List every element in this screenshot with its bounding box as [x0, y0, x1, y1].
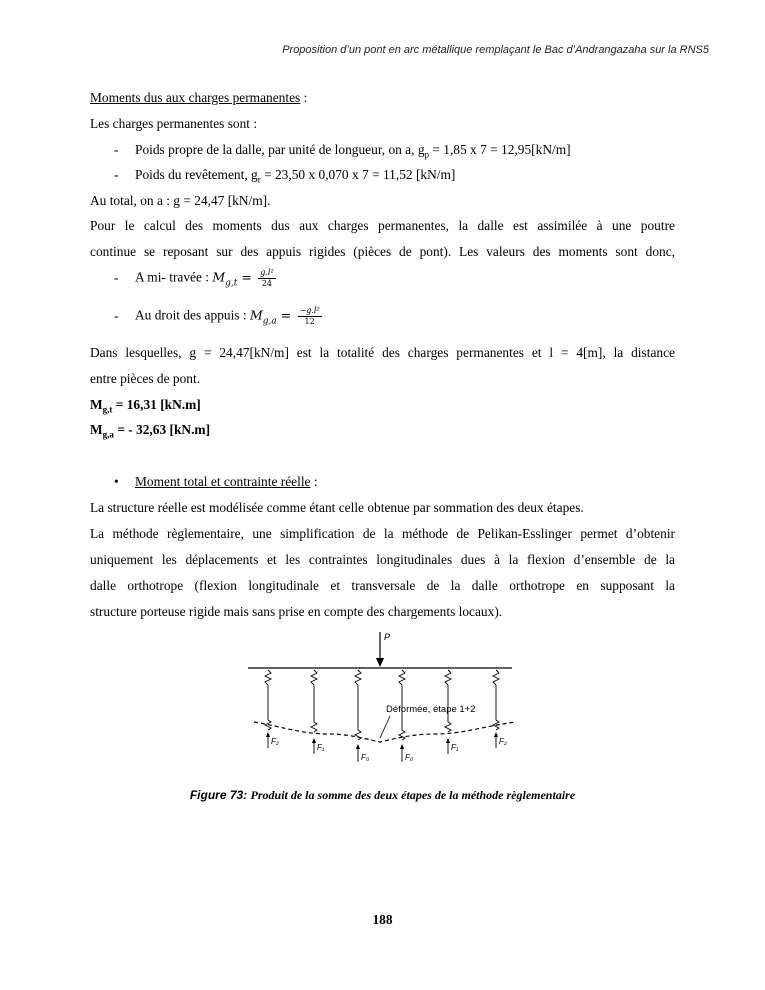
permanent-loads-intro: Les charges permanentes sont :: [90, 116, 258, 131]
spring-bottom: [445, 722, 451, 732]
force-arrowhead: [266, 732, 270, 737]
force-arrowhead: [494, 732, 498, 737]
section-title-permanent-loads: Moments dus aux charges permanentes :: [90, 90, 308, 105]
running-header: Proposition d’un pont en arc métallique remplaçant le Bac d’Andrangazaha sur la RNS5: [282, 44, 709, 56]
formula-mid-span: - A mi- travée : $M_{g,t}$ = $\frac{\text{g.l²}}{24}$: [114, 268, 274, 289]
force-label: F₁: [451, 743, 459, 752]
deformed-shape: [254, 722, 516, 742]
force-label: F₂: [499, 737, 507, 746]
spring-top: [311, 670, 317, 685]
figure-caption: Figure 73: Produit de la somme des deux étapes de la méthode règlementaire: [189, 788, 576, 802]
total-load: Au total, on a : g = 24,47 [kN/m].: [90, 193, 271, 208]
formula-supports: - Au droit des appuis : $M_{g,a}$ = $\frac{\text{−g.l²}}{12}$: [114, 306, 320, 327]
spring-bottom: [355, 730, 361, 740]
deformed-leader: [380, 716, 390, 738]
page-number: 188: [372, 912, 393, 927]
paragraph-line: La structure réelle est modélisée comme étant celle obtenue par sommation des deux étapes.: [90, 500, 584, 515]
paragraph-line: entre pièces de pont.: [90, 371, 201, 386]
result-support-moment: $M_{g,a}$ = - 32,63 [kN.m]: [90, 422, 211, 440]
force-arrowhead: [312, 738, 316, 743]
force-label: F₁: [317, 743, 325, 752]
force-label: F₂: [271, 737, 279, 746]
paragraph-line: dalle orthotrope (flexion longitudinale et transversale de la dalle orthotrope en supposant la: [90, 578, 675, 593]
spring-top: [493, 670, 499, 685]
force-arrowhead: [446, 738, 450, 743]
spring-top: [399, 670, 405, 685]
paragraph-line: continue se reposant sur des appuis rigides (pièces de pont). Les valeurs des moments sont donc,: [90, 244, 675, 259]
load-arrowhead: [376, 658, 384, 667]
paragraph-line: uniquement les déplacements et les contraintes longitudinales dues à la flexion d’ensemble de la: [90, 552, 675, 567]
spring-bottom: [399, 730, 405, 740]
paragraph-line: structure porteuse rigide mais sans prise en compte des chargements locaux).: [90, 604, 503, 619]
spring-top: [265, 670, 271, 685]
paragraph-line: Pour le calcul des moments dus aux charges permanentes, la dalle est assimilée à une poutre: [90, 218, 675, 233]
deformation-figure: [240, 630, 530, 770]
force-arrowhead: [400, 744, 404, 749]
paragraph-line: La méthode règlementaire, une simplification de la méthode de Pelikan-Esslinger permet d’obtenir: [90, 526, 675, 541]
load-label: P: [384, 632, 391, 642]
force-arrowhead: [356, 744, 360, 749]
section-title-total-moment: • Moment total et contrainte réelle :: [114, 474, 318, 489]
result-mid-span-moment: $M_{g,t} = 16,31$ [kN.m]: [90, 397, 201, 415]
spring-top: [445, 670, 451, 685]
paragraph-line: Dans lesquelles, g = 24,47[kN/m] est la totalité des charges permanentes et l = 4[m], la distance: [90, 345, 675, 360]
spring-bottom: [311, 722, 317, 732]
list-item-slab-weight: - Poids propre de la dalle, par unité de longueur, on a, $g_p = 1,85$ x 7 = 12,95[kN/m]: [114, 142, 571, 160]
force-label: F₀: [405, 753, 414, 762]
spring-top: [355, 670, 361, 685]
force-label: F₀: [361, 753, 370, 762]
list-item-surfacing-weight: - Poids du revêtement, $g_r = 23,50$ x 0,070 x 7 = 11,52 [kN/m]: [114, 167, 456, 185]
deformed-label: Déformée, étape 1+2: [386, 704, 476, 715]
